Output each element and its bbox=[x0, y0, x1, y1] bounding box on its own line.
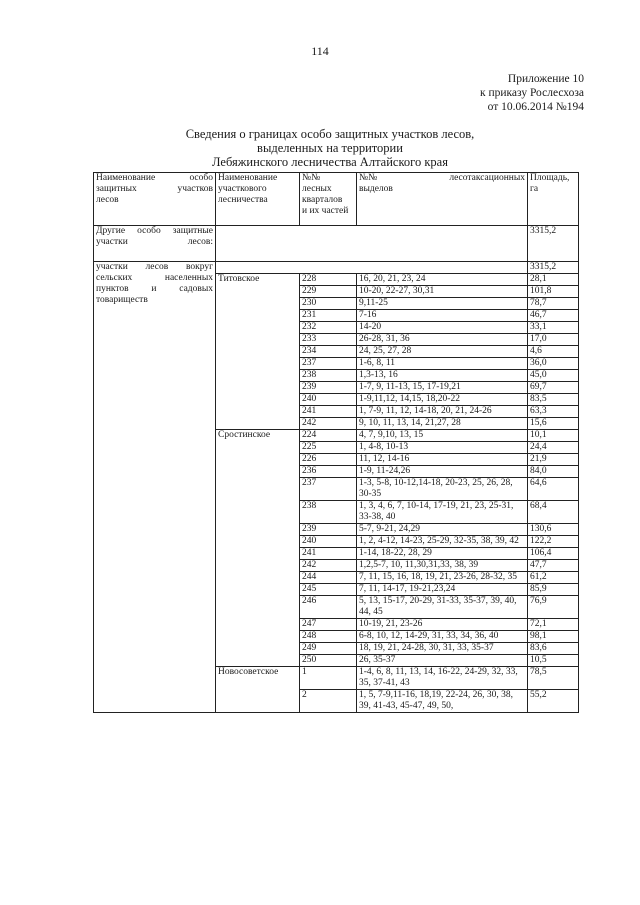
subdivisions-cell: 16, 20, 21, 23, 24 bbox=[357, 274, 528, 286]
group-row-around bbox=[94, 262, 579, 274]
title-line: Сведения о границах особо защитных участков лесов, bbox=[185, 127, 475, 141]
header-quarters: №№ лесных кварталов и их частей bbox=[300, 173, 357, 226]
appendix-line: к приказу Рослесхоза bbox=[479, 87, 584, 99]
area-cell: 47,7 bbox=[528, 560, 579, 572]
area-cell: 21,9 bbox=[528, 454, 579, 466]
subdivisions-cell: 7, 11, 14-17, 19-21,23,24 bbox=[357, 584, 528, 596]
area-cell: 85,9 bbox=[528, 584, 579, 596]
header-area: Площадь, га bbox=[528, 173, 579, 226]
area-cell: 101,8 bbox=[528, 286, 579, 298]
quarter-cell: 242 bbox=[300, 418, 357, 430]
area-cell: 36,0 bbox=[528, 358, 579, 370]
area-cell: 83,6 bbox=[528, 643, 579, 655]
subdivisions-cell: 1, 7-9, 11, 12, 14-18, 20, 21, 24-26 bbox=[357, 406, 528, 418]
group-area: 3315,2 bbox=[528, 262, 579, 274]
area-cell: 78,5 bbox=[528, 667, 579, 690]
subdivisions-cell: 1, 4-8, 10-13 bbox=[357, 442, 528, 454]
area-cell: 78,7 bbox=[528, 298, 579, 310]
quarter-cell: 233 bbox=[300, 334, 357, 346]
subdivisions-cell: 1,3-13, 16 bbox=[357, 370, 528, 382]
quarter-cell: 234 bbox=[300, 346, 357, 358]
subdivisions-cell: 1,2,5-7, 10, 11,30,31,33, 38, 39 bbox=[357, 560, 528, 572]
area-cell: 63,3 bbox=[528, 406, 579, 418]
subdivisions-cell: 5, 13, 15-17, 20-29, 31-33, 35-37, 39, 40, 44, 45 bbox=[357, 596, 528, 619]
quarter-cell: 231 bbox=[300, 310, 357, 322]
quarter-cell: 2 bbox=[300, 690, 357, 713]
area-cell: 45,0 bbox=[528, 370, 579, 382]
subdivisions-cell: 10-19, 21, 23-26 bbox=[357, 619, 528, 631]
subdivisions-cell: 26, 35-37 bbox=[357, 655, 528, 667]
title-line: выделенных на территории bbox=[257, 141, 403, 155]
quarter-cell: 232 bbox=[300, 322, 357, 334]
subdivisions-cell: 6-8, 10, 12, 14-29, 31, 33, 34, 36, 40 bbox=[357, 631, 528, 643]
quarter-cell: 238 bbox=[300, 370, 357, 382]
area-cell: 69,7 bbox=[528, 382, 579, 394]
subdivisions-cell: 5-7, 9-21, 24,29 bbox=[357, 524, 528, 536]
quarter-cell: 238 bbox=[300, 501, 357, 524]
subdivisions-cell: 10-20, 22-27, 30,31 bbox=[357, 286, 528, 298]
quarter-cell: 239 bbox=[300, 382, 357, 394]
area-cell: 98,1 bbox=[528, 631, 579, 643]
quarter-cell: 248 bbox=[300, 631, 357, 643]
subdivisions-cell: 14-20 bbox=[357, 322, 528, 334]
area-cell: 4,6 bbox=[528, 346, 579, 358]
subdivisions-cell: 11, 12, 14-16 bbox=[357, 454, 528, 466]
area-cell: 61,2 bbox=[528, 572, 579, 584]
subdivisions-cell: 9, 10, 11, 13, 14, 21,27, 28 bbox=[357, 418, 528, 430]
quarter-cell: 225 bbox=[300, 442, 357, 454]
area-cell: 24,4 bbox=[528, 442, 579, 454]
quarter-cell: 249 bbox=[300, 643, 357, 655]
quarter-cell: 244 bbox=[300, 572, 357, 584]
subdivisions-cell: 1-7, 9, 11-13, 15, 17-19,21 bbox=[357, 382, 528, 394]
forestry-name: Новосоветское bbox=[216, 667, 300, 713]
area-cell: 33,1 bbox=[528, 322, 579, 334]
subdivisions-cell: 7, 11, 15, 16, 18, 19, 21, 23-26, 28-32, 35 bbox=[357, 572, 528, 584]
forestry-name: Сростинское bbox=[216, 430, 300, 667]
area-cell: 106,4 bbox=[528, 548, 579, 560]
quarter-cell: 1 bbox=[300, 667, 357, 690]
subdivisions-cell: 1-9, 11-24,26 bbox=[357, 466, 528, 478]
quarter-cell: 237 bbox=[300, 478, 357, 501]
quarter-cell: 229 bbox=[300, 286, 357, 298]
quarter-cell: 240 bbox=[300, 536, 357, 548]
appendix-block bbox=[480, 72, 584, 114]
quarter-cell: 241 bbox=[300, 548, 357, 560]
table-header-row bbox=[94, 173, 579, 226]
appendix-line: от 10.06.2014 №194 bbox=[487, 101, 584, 113]
area-cell: 17,0 bbox=[528, 334, 579, 346]
subdivisions-cell: 7-16 bbox=[357, 310, 528, 322]
quarter-cell: 237 bbox=[300, 358, 357, 370]
group-area: 3315,2 bbox=[528, 226, 579, 262]
subdivisions-cell: 18, 19, 21, 24-28, 30, 31, 33, 35-37 bbox=[357, 643, 528, 655]
subdivisions-cell: 1-4, 6, 8, 11, 13, 14, 16-22, 24-29, 32, 33, 35, 37-41, 43 bbox=[357, 667, 528, 690]
subdivisions-cell: 1, 5, 7-9,11-16, 18,19, 22-24, 26, 30, 38, 39, 41-43, 45-47, 49, 50, bbox=[357, 690, 528, 713]
document-title bbox=[130, 127, 530, 169]
area-cell: 68,4 bbox=[528, 501, 579, 524]
area-cell: 46,7 bbox=[528, 310, 579, 322]
subdivisions-cell: 1-14, 18-22, 28, 29 bbox=[357, 548, 528, 560]
quarter-cell: 245 bbox=[300, 584, 357, 596]
forestry-name: Титовское bbox=[216, 274, 300, 430]
quarter-cell: 230 bbox=[300, 298, 357, 310]
quarter-cell: 246 bbox=[300, 596, 357, 619]
area-cell: 15,6 bbox=[528, 418, 579, 430]
header-forestry: Наименование участкового лесничества bbox=[216, 173, 300, 226]
area-cell: 122,2 bbox=[528, 536, 579, 548]
subdivisions-cell: 1-3, 5-8, 10-12,14-18, 20-23, 25, 26, 28, 30-35 bbox=[357, 478, 528, 501]
area-cell: 64,6 bbox=[528, 478, 579, 501]
quarter-cell: 250 bbox=[300, 655, 357, 667]
group-row-other bbox=[94, 226, 579, 262]
subdivisions-cell: 1, 3, 4, 6, 7, 10-14, 17-19, 21, 23, 25-31, 33-38, 40 bbox=[357, 501, 528, 524]
quarter-cell: 228 bbox=[300, 274, 357, 286]
subdivisions-cell: 1-6, 8, 11 bbox=[357, 358, 528, 370]
header-protected-area: Наименование особо защитных участков лесов bbox=[94, 173, 216, 226]
area-cell: 72,1 bbox=[528, 619, 579, 631]
subdivisions-cell: 4, 7, 9,10, 13, 15 bbox=[357, 430, 528, 442]
subdivisions-cell: 1-9,11,12, 14,15, 18,20-22 bbox=[357, 394, 528, 406]
quarter-cell: 247 bbox=[300, 619, 357, 631]
subdivisions-cell: 1, 2, 4-12, 14-23, 25-29, 32-35, 38, 39, 42 bbox=[357, 536, 528, 548]
header-subdivisions: №№ лесотаксационных выделов bbox=[357, 173, 528, 226]
subdivisions-cell: 24, 25, 27, 28 bbox=[357, 346, 528, 358]
title-line: Лебяжинского лесничества Алтайского края bbox=[212, 155, 448, 169]
area-cell: 76,9 bbox=[528, 596, 579, 619]
area-cell: 84,0 bbox=[528, 466, 579, 478]
page-number: 114 bbox=[311, 44, 329, 58]
quarter-cell: 239 bbox=[300, 524, 357, 536]
area-cell: 10,1 bbox=[528, 430, 579, 442]
quarter-cell: 241 bbox=[300, 406, 357, 418]
quarter-cell: 224 bbox=[300, 430, 357, 442]
area-cell: 83,5 bbox=[528, 394, 579, 406]
subdivisions-cell: 9,11-25 bbox=[357, 298, 528, 310]
group-name: участки лесов вокруг сельских населенных пунктов и садовых товариществ bbox=[94, 262, 216, 713]
quarter-cell: 242 bbox=[300, 560, 357, 572]
area-cell: 10,5 bbox=[528, 655, 579, 667]
quarter-cell: 240 bbox=[300, 394, 357, 406]
quarter-cell: 226 bbox=[300, 454, 357, 466]
area-cell: 55,2 bbox=[528, 690, 579, 713]
group-name: Другие особо защитные участки лесов: bbox=[94, 226, 216, 262]
area-cell: 28,1 bbox=[528, 274, 579, 286]
area-cell: 130,6 bbox=[528, 524, 579, 536]
appendix-line: Приложение 10 bbox=[507, 73, 584, 85]
subdivisions-cell: 26-28, 31, 36 bbox=[357, 334, 528, 346]
quarter-cell: 236 bbox=[300, 466, 357, 478]
forest-areas-table bbox=[93, 172, 579, 713]
